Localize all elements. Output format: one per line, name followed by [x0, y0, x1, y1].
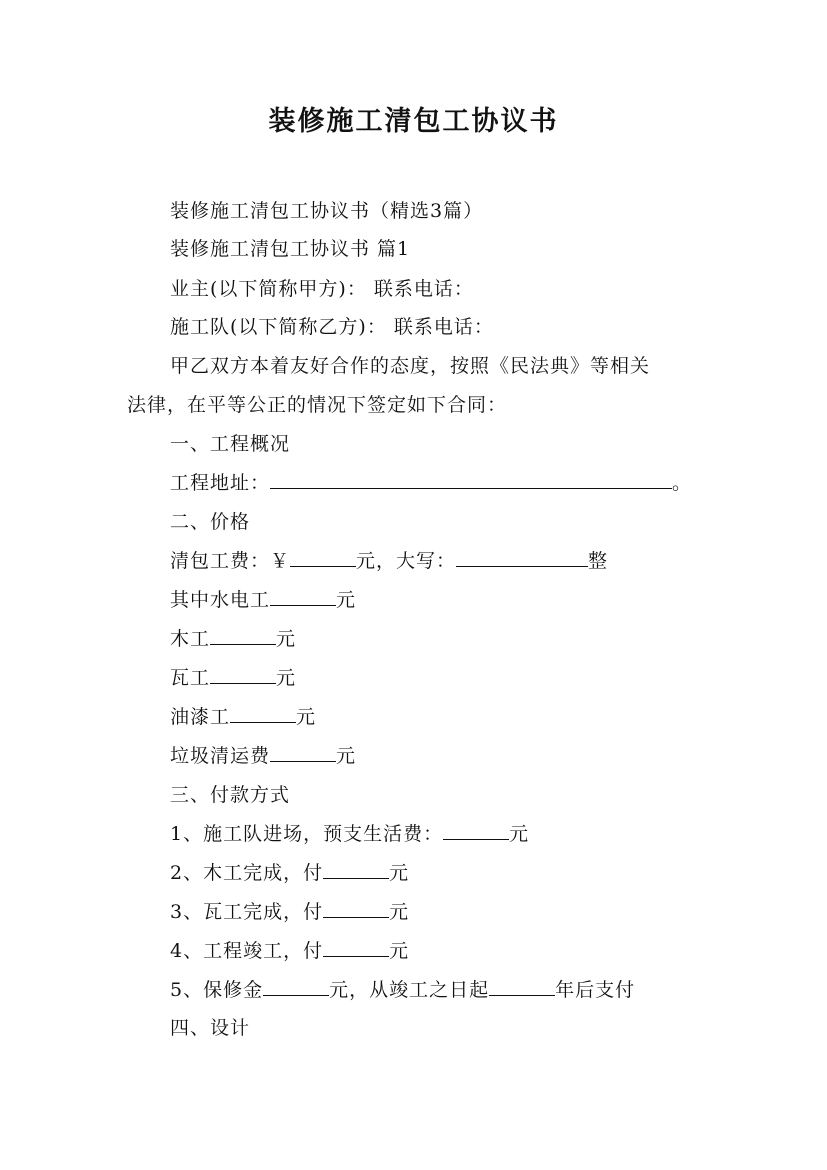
payment-5-label: 5、保修金: [170, 979, 264, 1001]
painting-unit: 元: [296, 706, 317, 728]
address-end: 。: [672, 472, 693, 494]
payment-5-amount-blank: [263, 977, 329, 996]
address-blank: [270, 470, 672, 489]
carpentry-unit: 元: [276, 628, 297, 650]
payment-1-line: [170, 819, 529, 849]
payment-4-label: 4、工程竣工，付: [170, 940, 324, 962]
fee-mid: 元，大写：: [356, 550, 457, 572]
garbage-blank: [270, 743, 336, 762]
address-label: 工程地址：: [170, 472, 271, 494]
section-3-heading: 三、付款方式: [170, 784, 291, 806]
document-title: 装修施工清包工协议书: [268, 106, 559, 137]
payment-2-line: [170, 858, 409, 888]
payment-3-blank: [323, 899, 389, 918]
payment-5-line: [170, 975, 635, 1005]
address-line: [170, 468, 692, 498]
garbage-line: [170, 741, 356, 771]
payment-5-mid: 元，从竣工之日起: [329, 979, 490, 1001]
plumbing-line: [170, 585, 356, 615]
carpentry-label: 木工: [170, 628, 211, 650]
owner-line: 业主(以下简称甲方)： 联系电话：: [170, 278, 474, 300]
article-heading-line: 装修施工清包工协议书 篇1: [170, 238, 411, 260]
payment-1-unit: 元: [509, 823, 530, 845]
fee-end: 整: [588, 550, 609, 572]
payment-2-unit: 元: [389, 862, 410, 884]
payment-3-label: 3、瓦工完成，付: [170, 901, 324, 923]
painting-line: [170, 702, 316, 732]
plumbing-label: 其中水电工: [170, 589, 271, 611]
fee-amount-blank: [290, 548, 356, 567]
payment-4-blank: [323, 938, 389, 957]
section-2-heading: 二、价格: [170, 511, 251, 533]
plumbing-blank: [270, 587, 336, 606]
tiling-line: [170, 663, 296, 693]
payment-3-unit: 元: [389, 901, 410, 923]
payment-1-label: 1、施工队进场，预支生活费：: [170, 823, 444, 845]
payment-1-blank: [443, 821, 509, 840]
tiling-blank: [210, 665, 276, 684]
section-4-heading: 四、设计: [170, 1017, 251, 1039]
payment-4-unit: 元: [389, 940, 410, 962]
painting-blank: [230, 704, 296, 723]
intro-line-2: 法律，在平等公正的情况下签定如下合同：: [127, 394, 508, 416]
subtitle-line: 装修施工清包工协议书（精选3篇）: [170, 200, 484, 222]
fee-label: 清包工费：￥: [170, 550, 291, 572]
payment-2-label: 2、木工完成，付: [170, 862, 324, 884]
fee-words-blank: [456, 548, 588, 567]
payment-5-end: 年后支付: [555, 979, 636, 1001]
fee-line: [170, 546, 608, 576]
payment-3-line: [170, 897, 409, 927]
garbage-label: 垃圾清运费: [170, 745, 271, 767]
painting-label: 油漆工: [170, 706, 231, 728]
carpentry-blank: [210, 626, 276, 645]
payment-4-line: [170, 936, 409, 966]
tiling-unit: 元: [276, 667, 297, 689]
tiling-label: 瓦工: [170, 667, 211, 689]
section-1-heading: 一、工程概况: [170, 433, 291, 455]
plumbing-unit: 元: [336, 589, 357, 611]
payment-5-years-blank: [489, 977, 555, 996]
intro-line-1: 甲乙双方本着友好合作的态度，按照《民法典》等相关: [170, 355, 651, 377]
garbage-unit: 元: [336, 745, 357, 767]
payment-2-blank: [323, 860, 389, 879]
carpentry-line: [170, 624, 296, 654]
team-line: 施工队(以下简称乙方)： 联系电话：: [170, 316, 494, 338]
